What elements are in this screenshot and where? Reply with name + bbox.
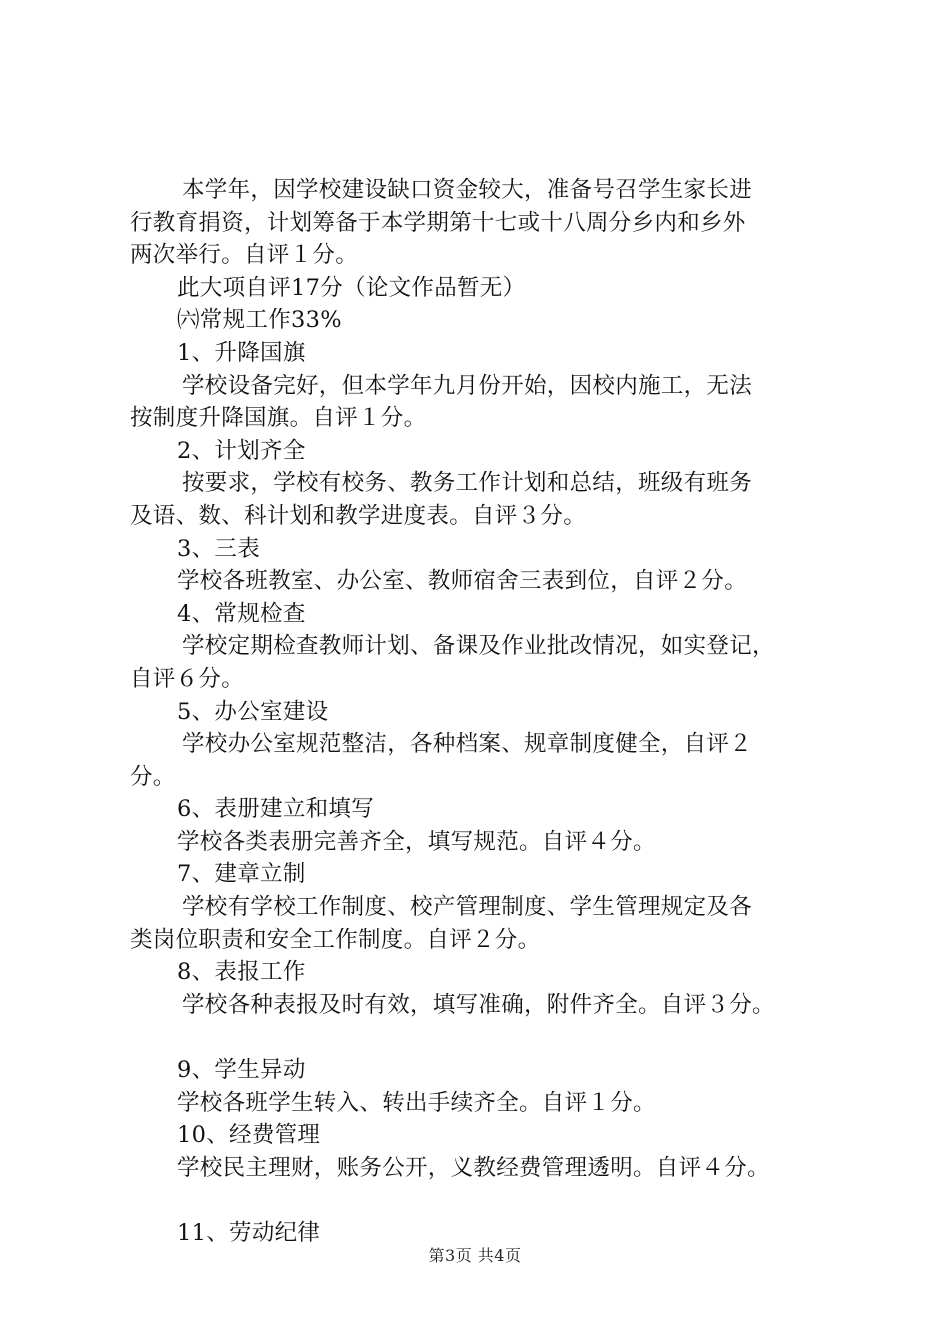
text-line: 及语、数、科计划和教学进度表。自评３分。 [130, 502, 587, 529]
section-heading: 1、升降国旗 [177, 339, 306, 366]
text-line: 学校各班学生转入、转出手续齐全。自评１分。 [177, 1089, 656, 1116]
text-line: 按制度升降国旗。自评１分。 [130, 405, 427, 432]
section-heading: 4、常规检查 [177, 600, 306, 627]
document-body [130, 174, 842, 1250]
text-line: 学校办公室规范整洁，各种档案、规章制度健全，自评２ [182, 731, 753, 758]
text-line: 按要求，学校有校务、教务工作计划和总结，班级有班务 [182, 470, 753, 497]
text-line: 学校定期检查教师计划、备课及作业批改情况，如实登记， [182, 633, 775, 660]
text-line: 本学年，因学校建设缺口资金较大，准备号召学生家长进 [182, 177, 753, 203]
section-heading: 6、表册建立和填写 [177, 796, 375, 823]
text-line: 行教育捐资，计划筹备于本学期第十七或十八周分乡内和乡外 [130, 209, 746, 236]
text-line: 学校民主理财，账务公开，义教经费管理透明。自评４分。 [177, 1154, 770, 1181]
section-heading: 3、三表 [177, 535, 261, 562]
section-heading: 2、计划齐全 [177, 437, 306, 464]
section-heading: 10、经费管理 [177, 1122, 321, 1149]
text-line: ㈥常规工作33% [177, 307, 342, 334]
section-heading: 5、办公室建设 [177, 698, 329, 725]
blank-line [130, 1021, 842, 1054]
blank-line [130, 1184, 842, 1217]
page-footer: 第3页 共4页 [428, 1246, 522, 1265]
text-line: 类岗位职责和安全工作制度。自评２分。 [130, 926, 541, 953]
section-heading: 8、表报工作 [177, 959, 306, 986]
text-line: 学校有学校工作制度、校产管理制度、学生管理规定及各 [182, 894, 753, 921]
text-line: 学校设备完好，但本学年九月份开始，因校内施工，无法 [182, 372, 753, 399]
text-line: 此大项自评17分（论文作品暂无） [177, 274, 526, 301]
section-heading: 7、建章立制 [177, 861, 306, 888]
text-line: 两次举行。自评１分。 [130, 242, 359, 269]
section-heading: 9、学生异动 [177, 1057, 306, 1084]
text-line: 自评６分。 [130, 665, 245, 692]
text-line: 分。 [130, 763, 176, 790]
text-line: 学校各班教室、办公室、教师宿舍三表到位，自评２分。 [177, 568, 748, 595]
text-line: 学校各类表册完善齐全，填写规范。自评４分。 [177, 828, 656, 855]
section-heading: 11、劳动纪律 [177, 1220, 321, 1246]
text-line: 学校各种表报及时有效，填写准确，附件齐全。自评３分。 [182, 991, 775, 1018]
